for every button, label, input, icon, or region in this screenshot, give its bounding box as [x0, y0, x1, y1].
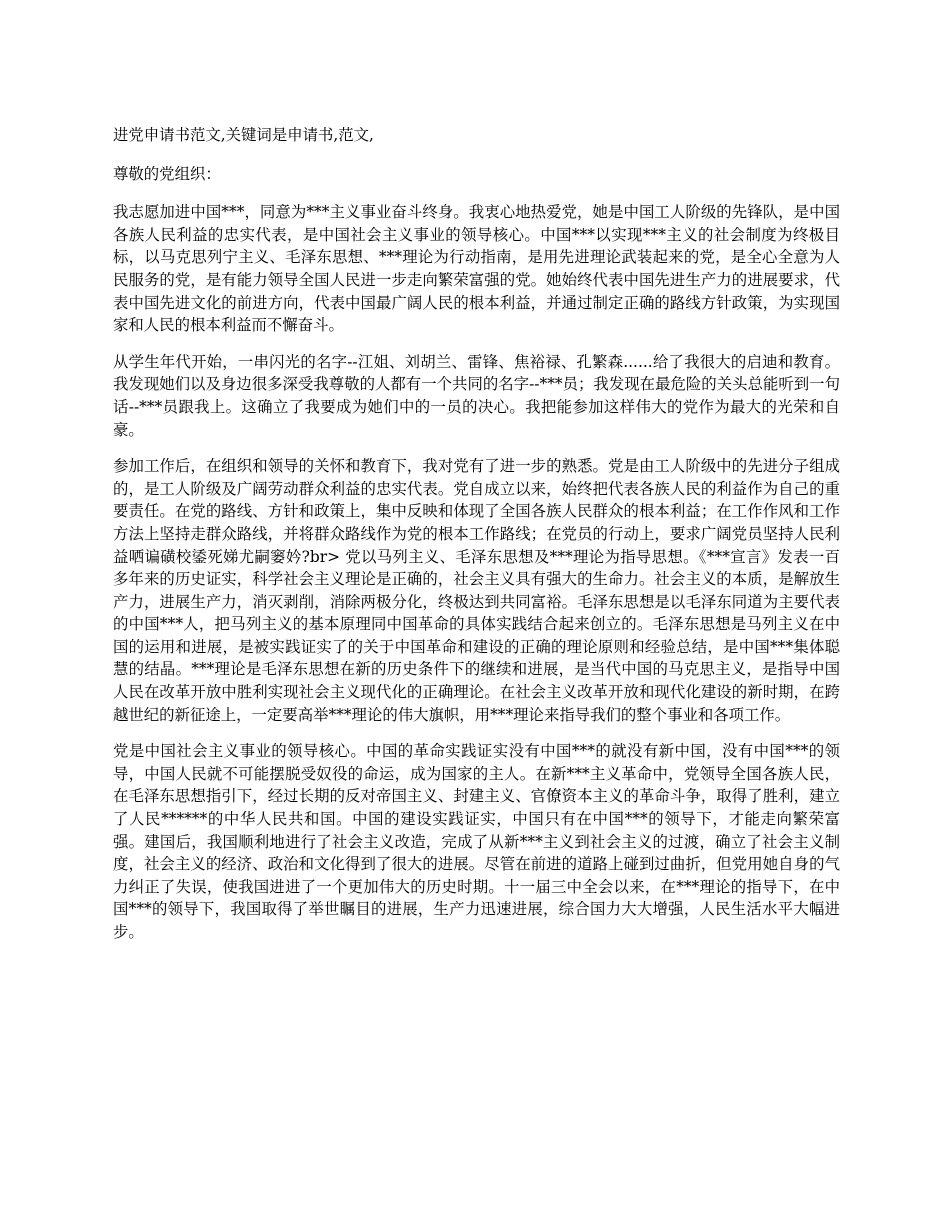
- paragraph-2: 从学生年代开始，一串闪光的名字--江姐、刘胡兰、雷锋、焦裕禄、孔繁森......给了我很大的启迪和教育。我发现她们以及身边很多深受我尊敬的人都有一个共同的名字--***员；我发现在最危险的关头总能听到一句话--***员跟我上。这确立了我要成为她们中的一员的决心。我把能参加这样伟大的党作为最大的光荣和自豪。: [113, 352, 840, 439]
- document-title-line: 进党申请书范文,关键词是申请书,范文,: [113, 126, 374, 144]
- salutation: 尊敬的党组织：: [113, 164, 221, 183]
- paragraph-1: 我志愿加进中国***，同意为***主义事业奋斗终身。我衷心地热爱党，她是中国工人阶级的先锋队，是中国各族人民利益的忠实代表，是中国社会主义事业的领导核心。中国***以实现***主义的社会制度为终极目标，以马克思列宁主义、毛泽东思想、***理论为行动指南，是用先进理论武装起来的党，是全心全意为人民服务的党，是有能力领导全国人民进一步走向繁荣富强的党。她始终代表中国先进生产力的进展要求，代表中国先进文化的前进方向，代表中国最广阔人民的根本利益，并通过制定正确的路线方针政策，为实现国家和人民的根本利益而不懈奋斗。: [113, 203, 840, 335]
- paragraph-3: 参加工作后，在组织和领导的关怀和教育下，我对党有了进一步的熟悉。党是由工人阶级中的先进分子组成的，是工人阶级及广阔劳动群众利益的忠实代表。党自成立以来，始终把代表各族人民的利益作为自己的重要责任。在党的路线、方针和政策上，集中反映和体现了全国各族人民群众的根本利益；在工作作风和工作方法上坚持走群众路线，并将群众路线作为党的根本工作路线；在党员的行动上，要求广阔党员坚持人民利益哂谝磺校鋈死娣尤嗣窭妗?br> 党以马列主义、毛泽东思想及***理论为指导思想。《***宣言》发表一百多年来的历史证实，科学社会主义理论是正确的，社会主义具有强大的生命力。社会主义的本质，是解放生产力，进展生产力，消灭剥削，消除两极分化，终极达到共同富裕。毛泽东思想是以毛泽东同道为主要代表的中国***人，把马列主义的基本原理同中国革命的具体实践结合起来创立的。毛泽东思想是马列主义在中国的运用和进展，是被实践证实了的关于中国革命和建设的正确的理论原则和经验总结，是中国***集体聪慧的结晶。***理论是毛泽东思想在新的历史条件下的继续和进展，是当代中国的马克思主义，是指导中国人民在改革开放中胜利实现社会主义现代化的正确理论。在社会主义改革开放和现代化建设的新时期，在跨越世纪的新征途上，一定要高举***理论的伟大旗帜，用***理论来指导我们的整个事业和各项工作。: [113, 457, 840, 724]
- document-page: [113, 124, 840, 958]
- paragraph-4: 党是中国社会主义事业的领导核心。中国的革命实践证实没有中国***的就没有新中国，没有中国***的领导，中国人民就不可能摆脱受奴役的命运，成为国家的主人。在新***主义革命中，党领导全国各族人民，在毛泽东思想指引下，经过长期的反对帝国主义、封建主义、官僚资本主义的革命斗争，取得了胜利，建立了人民******的中华人民共和国。中国的建设实践证实，中国只有在中国***的领导下，才能走向繁荣富强。建国后，我国顺利地进行了社会主义改造，完成了从新***主义到社会主义的过渡，确立了社会主义制度，社会主义的经济、政治和文化得到了很大的进展。尽管在前进的道路上碰到过曲折，但党用她自身的气力纠正了失误，使我国进进了一个更加伟大的历史时期。十一届三中全会以来，在***理论的指导下，在中国***的领导下，我国取得了举世瞩目的进展，生产力迅速进展，综合国力大大增强，人民生活水平大幅进步。: [113, 742, 840, 941]
